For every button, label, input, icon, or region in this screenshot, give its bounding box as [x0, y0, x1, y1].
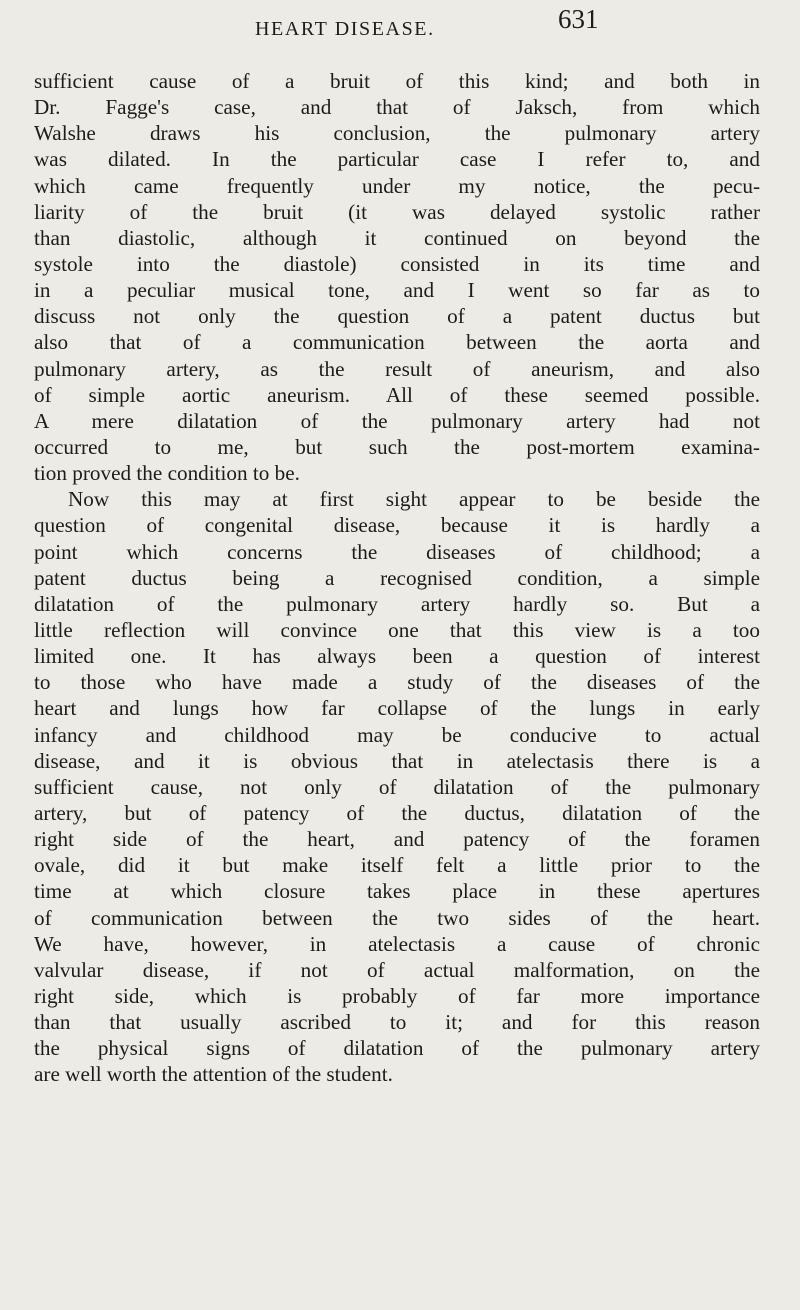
text-line: valvular disease, if not of actual malformation, on the — [34, 957, 760, 982]
text-line: pulmonary artery, as the result of aneurism, and also — [34, 356, 760, 381]
text-line: liarity of the bruit (it was delayed systolic rather — [34, 199, 760, 224]
text-line: time at which closure takes place in these apertures — [34, 879, 760, 904]
text-line: right side of the heart, and patency of the foramen — [34, 827, 760, 852]
page-number: 631 — [558, 4, 599, 34]
text-line: of communication between the two sides of the heart. — [34, 905, 760, 930]
paragraph-first-line: Now this may at first sight appear to be beside the — [68, 487, 760, 512]
text-line: limited one. It has always been a question of interest — [34, 644, 760, 669]
text-line: sufficient cause of a bruit of this kind; and both in — [34, 69, 760, 93]
text-line: the physical signs of dilatation of the pulmonary artery — [34, 1036, 760, 1061]
text-line: disease, and it is obvious that in atelectasis there is a — [34, 748, 760, 773]
body-text — [34, 68, 760, 1087]
text-line: We have, however, in atelectasis a cause of chronic — [34, 931, 760, 956]
text-line: systole into the diastole) consisted in its time and — [34, 251, 760, 276]
text-line: ovale, did it but make itself felt a little prior to the — [34, 853, 760, 878]
text-line: to those who have made a study of the diseases of the — [34, 670, 760, 695]
paragraph-last-line: tion proved the condition to be. — [34, 461, 300, 486]
text-line: than diastolic, although it continued on beyond the — [34, 225, 760, 250]
text-line: artery, but of patency of the ductus, dilatation of the — [34, 800, 760, 825]
text-line: also that of a communication between the aorta and — [34, 330, 760, 355]
text-line: which came frequently under my notice, the pecu- — [34, 173, 760, 198]
text-line: occurred to me, but such the post-mortem examina- — [34, 434, 760, 459]
text-line: question of congenital disease, because it is hardly a — [34, 513, 760, 538]
text-line: infancy and childhood may be conducive to actual — [34, 722, 760, 747]
text-line: sufficient cause, not only of dilatation of the pulmonary — [34, 774, 760, 799]
text-line: little reflection will convince one that this view is a too — [34, 617, 760, 642]
text-line: than that usually ascribed to it; and for this reason — [34, 1010, 760, 1035]
text-line: heart and lungs how far collapse of the lungs in early — [34, 696, 760, 721]
paragraph-last-line: are well worth the attention of the student. — [34, 1062, 393, 1087]
text-line: discuss not only the question of a patent ductus but — [34, 304, 760, 329]
text-line: point which concerns the diseases of childhood; a — [34, 539, 760, 564]
text-line: patent ductus being a recognised condition, a simple — [34, 565, 760, 590]
text-line: A mere dilatation of the pulmonary artery had not — [34, 408, 760, 433]
text-line: Dr. Fagge's case, and that of Jaksch, from which — [34, 95, 760, 120]
text-line: of simple aortic aneurism. All of these seemed possible. — [34, 382, 760, 407]
text-line: Walshe draws his conclusion, the pulmonary artery — [34, 121, 760, 146]
running-head: HEART DISEASE. — [255, 18, 435, 40]
text-line: dilatation of the pulmonary artery hardly so. But a — [34, 591, 760, 616]
text-line: in a peculiar musical tone, and I went so far as to — [34, 278, 760, 303]
text-line: right side, which is probably of far more importance — [34, 983, 760, 1008]
text-line: was dilated. In the particular case I refer to, and — [34, 147, 760, 172]
